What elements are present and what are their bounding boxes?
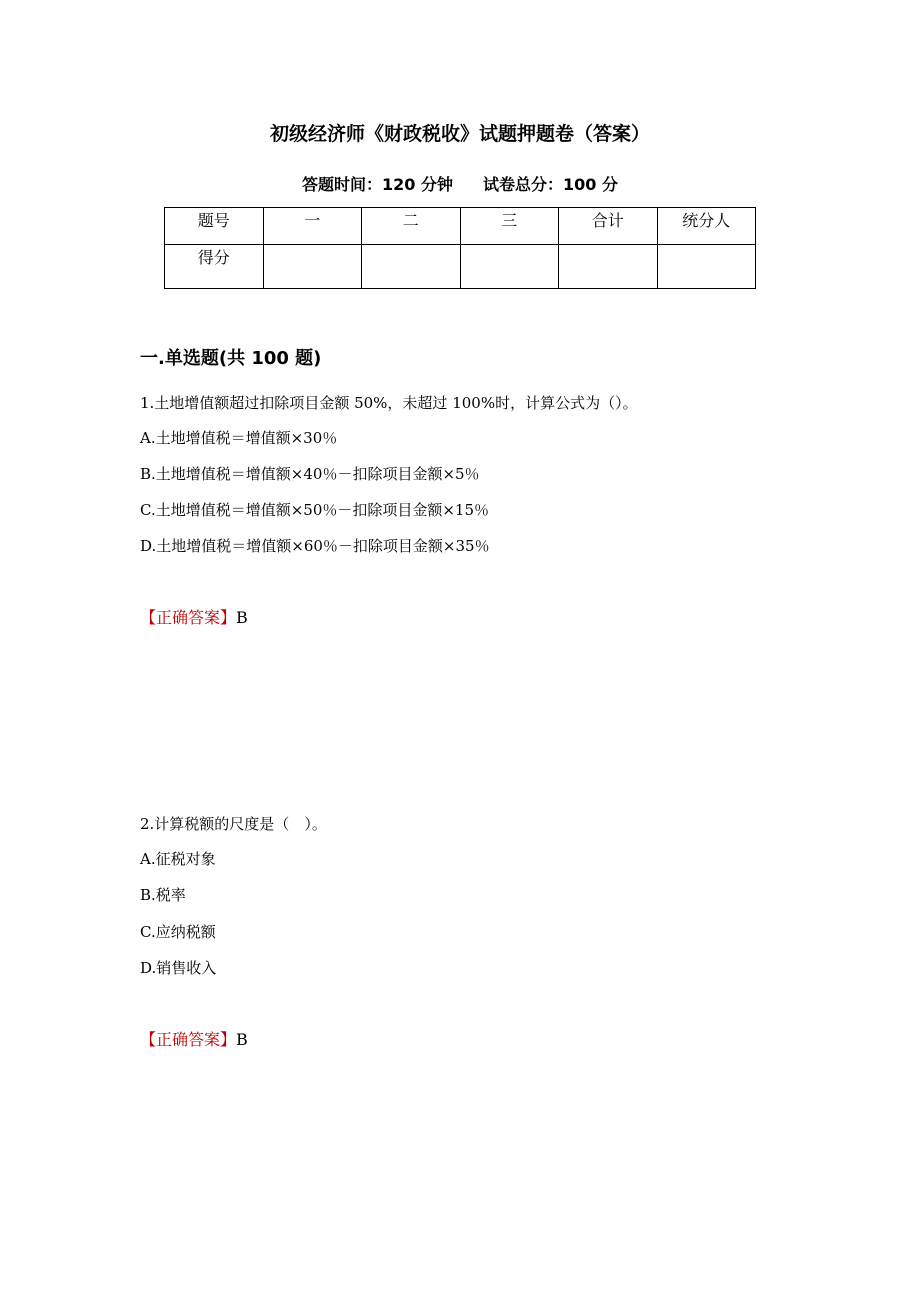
score-table-score-row <box>165 245 756 289</box>
score-row-label: 得分 <box>165 245 264 289</box>
total-score: 试卷总分：100 分 <box>483 175 618 194</box>
document-title: 初级经济师《财政税收》试题押题卷（答案） <box>269 123 650 145</box>
question-1-option-a: A.土地增值税＝增值额×30％ <box>140 429 338 447</box>
score-table-header-row <box>165 208 756 245</box>
header-cell-part-1: 一 <box>263 208 362 245</box>
question-2-option-c: C.应纳税额 <box>140 923 216 941</box>
score-cell-part-3 <box>460 245 559 289</box>
question-2-option-d: D.销售收入 <box>140 959 217 977</box>
question-2-stem: 2.计算税额的尺度是（ ）。 <box>140 815 327 833</box>
exam-time: 答题时间：120 分钟 <box>302 175 453 194</box>
header-cell-scorer: 统分人 <box>657 208 756 245</box>
header-cell-total: 合计 <box>559 208 658 245</box>
header-cell-part-3: 三 <box>460 208 559 245</box>
question-1-option-b: B.土地增值税＝增值额×40％－扣除项目金额×5％ <box>140 465 480 483</box>
question-2-option-b: B.税率 <box>140 886 186 904</box>
question-1-option-c: C.土地增值税＝增值额×50％－扣除项目金额×15％ <box>140 501 490 519</box>
question-2-option-a: A.征税对象 <box>140 850 216 868</box>
score-cell-scorer <box>657 245 756 289</box>
header-cell-part-2: 二 <box>362 208 461 245</box>
score-cell-part-1 <box>263 245 362 289</box>
question-1-stem: 1.土地增值额超过扣除项目金额 50%，未超过 100%时，计算公式为（）。 <box>140 394 638 412</box>
answer-value: B <box>236 608 248 627</box>
score-cell-total <box>559 245 658 289</box>
question-1-option-d: D.土地增值税＝增值额×60％－扣除项目金额×35％ <box>140 537 490 555</box>
score-cell-part-2 <box>362 245 461 289</box>
answer-label: 【正确答案】 <box>140 608 237 627</box>
question-1-answer <box>140 607 248 629</box>
score-table <box>164 207 756 289</box>
answer-label: 【正确答案】 <box>140 1030 237 1049</box>
question-2-answer <box>140 1029 248 1051</box>
answer-value: B <box>236 1030 248 1049</box>
exam-meta <box>0 174 920 196</box>
section-title: 一.单选题(共 100 题) <box>140 348 322 369</box>
header-cell-question-number: 题号 <box>165 208 264 245</box>
